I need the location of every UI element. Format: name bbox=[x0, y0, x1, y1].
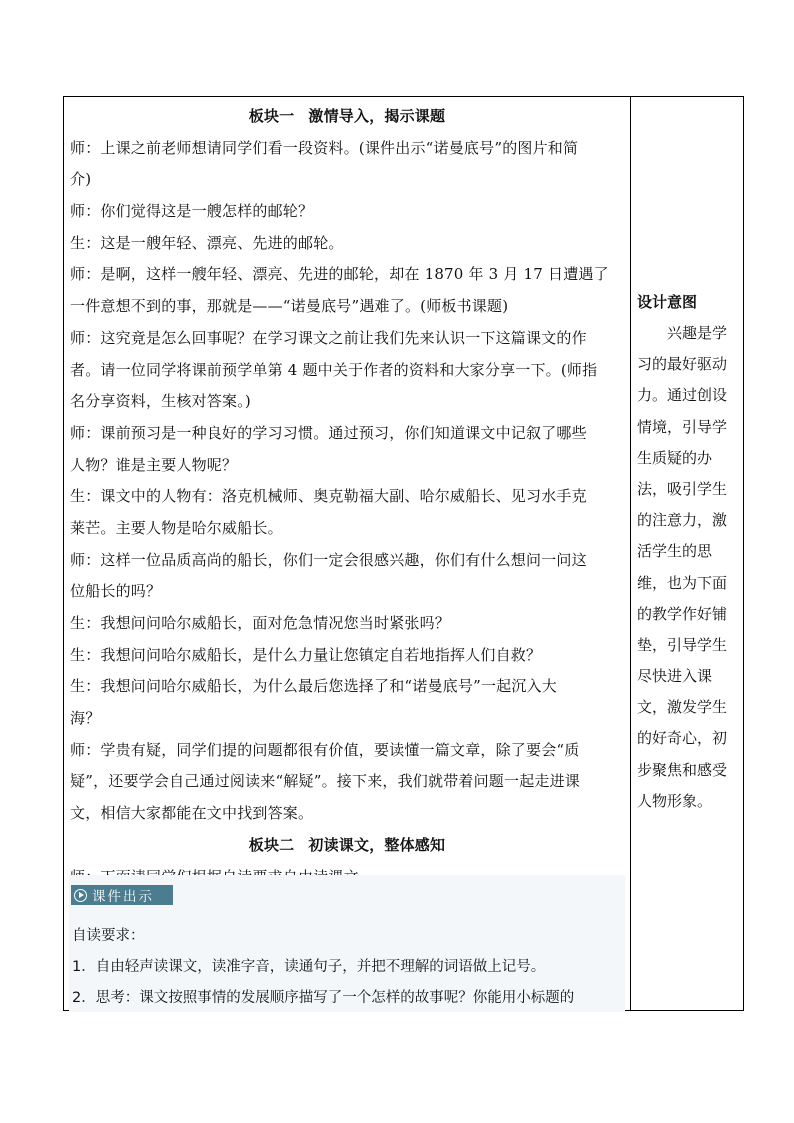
paragraph-line: 海？ bbox=[70, 709, 101, 728]
paragraph-line: 介) bbox=[70, 170, 92, 189]
paragraph-line: 者。请一位同学将课前预学单第 4 题中关于作者的资料和大家分享一下。(师指 bbox=[70, 360, 598, 379]
design-intent-line: 维，也为下面 bbox=[637, 573, 728, 592]
column-divider bbox=[630, 97, 631, 1010]
section-heading-1 bbox=[70, 101, 624, 133]
courseware-label: 课件出示 bbox=[92, 889, 154, 905]
paragraph-line: 师：这究竟是怎么回事呢？在学习课文之前让我们先来认识一下这篇课文的作 bbox=[70, 328, 587, 347]
paragraph-line: 疑”，还要学会自己通过阅读来“解疑”。接下来，我们就带着问题一起走进课 bbox=[70, 772, 581, 791]
design-intent-line: 力。通过创设 bbox=[637, 386, 728, 405]
paragraph-line: 生：我想问问哈尔威船长，是什么力量让您镇定自若地指挥人们自救？ bbox=[70, 645, 542, 664]
main-column bbox=[70, 101, 624, 893]
paragraph-line: 生：我想问问哈尔威船长，为什么最后您选择了和“诺曼底号”一起沉入大 bbox=[70, 677, 557, 696]
courseware-body bbox=[72, 921, 624, 1014]
paragraph-line: 名分享资料，生核对答案。) bbox=[70, 392, 251, 411]
design-intent-line: 的好奇心，初 bbox=[637, 729, 728, 748]
paragraph-line: 师：上课之前老师想请同学们看一段资料。(课件出示“诺曼底号”的图片和简 bbox=[70, 138, 579, 157]
section-heading-1-label: 板块一 bbox=[248, 107, 295, 125]
design-intent-line: 情境，引导学 bbox=[637, 417, 728, 436]
design-intent-line: 法，吸引学生 bbox=[637, 479, 728, 498]
section-1-body bbox=[70, 133, 624, 830]
section-heading-2 bbox=[70, 830, 624, 862]
section-heading-1-title: 激情导入，揭示课题 bbox=[308, 107, 446, 125]
design-intent-line: 的注意力，激 bbox=[637, 511, 728, 530]
design-intent-column bbox=[637, 287, 741, 817]
paragraph-line: 师：你们觉得这是一艘怎样的邮轮？ bbox=[70, 202, 314, 221]
paragraph-line: 师：是啊，这样一艘年轻、漂亮、先进的邮轮，却在 1870 年 3 月 17 日遭遇了 bbox=[70, 265, 609, 284]
design-intent-line: 兴趣是学 bbox=[637, 324, 728, 342]
play-circle-icon bbox=[74, 889, 87, 902]
design-intent-line: 活学生的思 bbox=[637, 542, 713, 561]
courseware-box bbox=[69, 875, 625, 1012]
paragraph-line: 人物？谁是主要人物呢？ bbox=[70, 455, 238, 474]
paragraph-line: 师：这样一位品质高尚的船长，你们一定会很感兴趣，你们有什么想问一问这 bbox=[70, 550, 587, 569]
paragraph-line: 莱芒。主要人物是哈尔威船长。 bbox=[70, 518, 283, 537]
design-intent-line: 文，激发学生 bbox=[637, 698, 728, 717]
design-intent-line: 人物形象。 bbox=[637, 791, 713, 810]
lesson-table bbox=[63, 96, 744, 1011]
paragraph-line: 生：课文中的人物有：洛克机械师、奥克勒福大副、哈尔威船长、见习水手克 bbox=[70, 487, 587, 506]
paragraph-line: 位船长的吗？ bbox=[70, 582, 162, 601]
design-intent-body bbox=[637, 318, 741, 817]
section-heading-2-title: 初读课文，整体感知 bbox=[308, 835, 446, 854]
design-intent-line: 习的最好驱动 bbox=[637, 355, 728, 374]
paragraph-line: 生：我想问问哈尔威船长，面对危急情况您当时紧张吗？ bbox=[70, 614, 451, 632]
design-intent-title: 设计意图 bbox=[637, 293, 698, 311]
design-intent-line: 垫，引导学生 bbox=[637, 635, 728, 654]
courseware-header bbox=[71, 885, 173, 905]
paragraph-line: 文，相信大家都能在文中找到答案。 bbox=[70, 804, 314, 823]
courseware-line: 自读要求： bbox=[72, 928, 145, 944]
paragraph-line: 一件意想不到的事，那就是——“诺曼底号”遇难了。(师板书课题) bbox=[70, 297, 509, 316]
section-heading-2-label: 板块二 bbox=[248, 835, 295, 854]
design-intent-line: 的教学作好铺 bbox=[637, 604, 728, 623]
design-intent-line: 尽快进入课 bbox=[637, 667, 713, 686]
design-intent-line: 步聚焦和感受 bbox=[637, 760, 728, 779]
paragraph-line: 师：课前预习是一种良好的学习习惯。通过预习，你们知道课文中记叙了哪些 bbox=[70, 423, 587, 442]
design-intent-line: 生质疑的办 bbox=[637, 448, 713, 467]
courseware-line: 1．自由轻声读课文，读准字音，读通句子，并把不理解的词语做上记号。 bbox=[72, 959, 546, 975]
paragraph-line: 生：这是一艘年轻、漂亮、先进的邮轮。 bbox=[70, 233, 344, 252]
paragraph-line: 师：学贵有疑，同学们提的问题都很有价值，要读懂一篇文章，除了要会“质 bbox=[70, 740, 580, 759]
courseware-line: 2．思考：课文按照事情的发展顺序描写了一个怎样的故事呢？你能用小标题的 bbox=[72, 990, 575, 1006]
